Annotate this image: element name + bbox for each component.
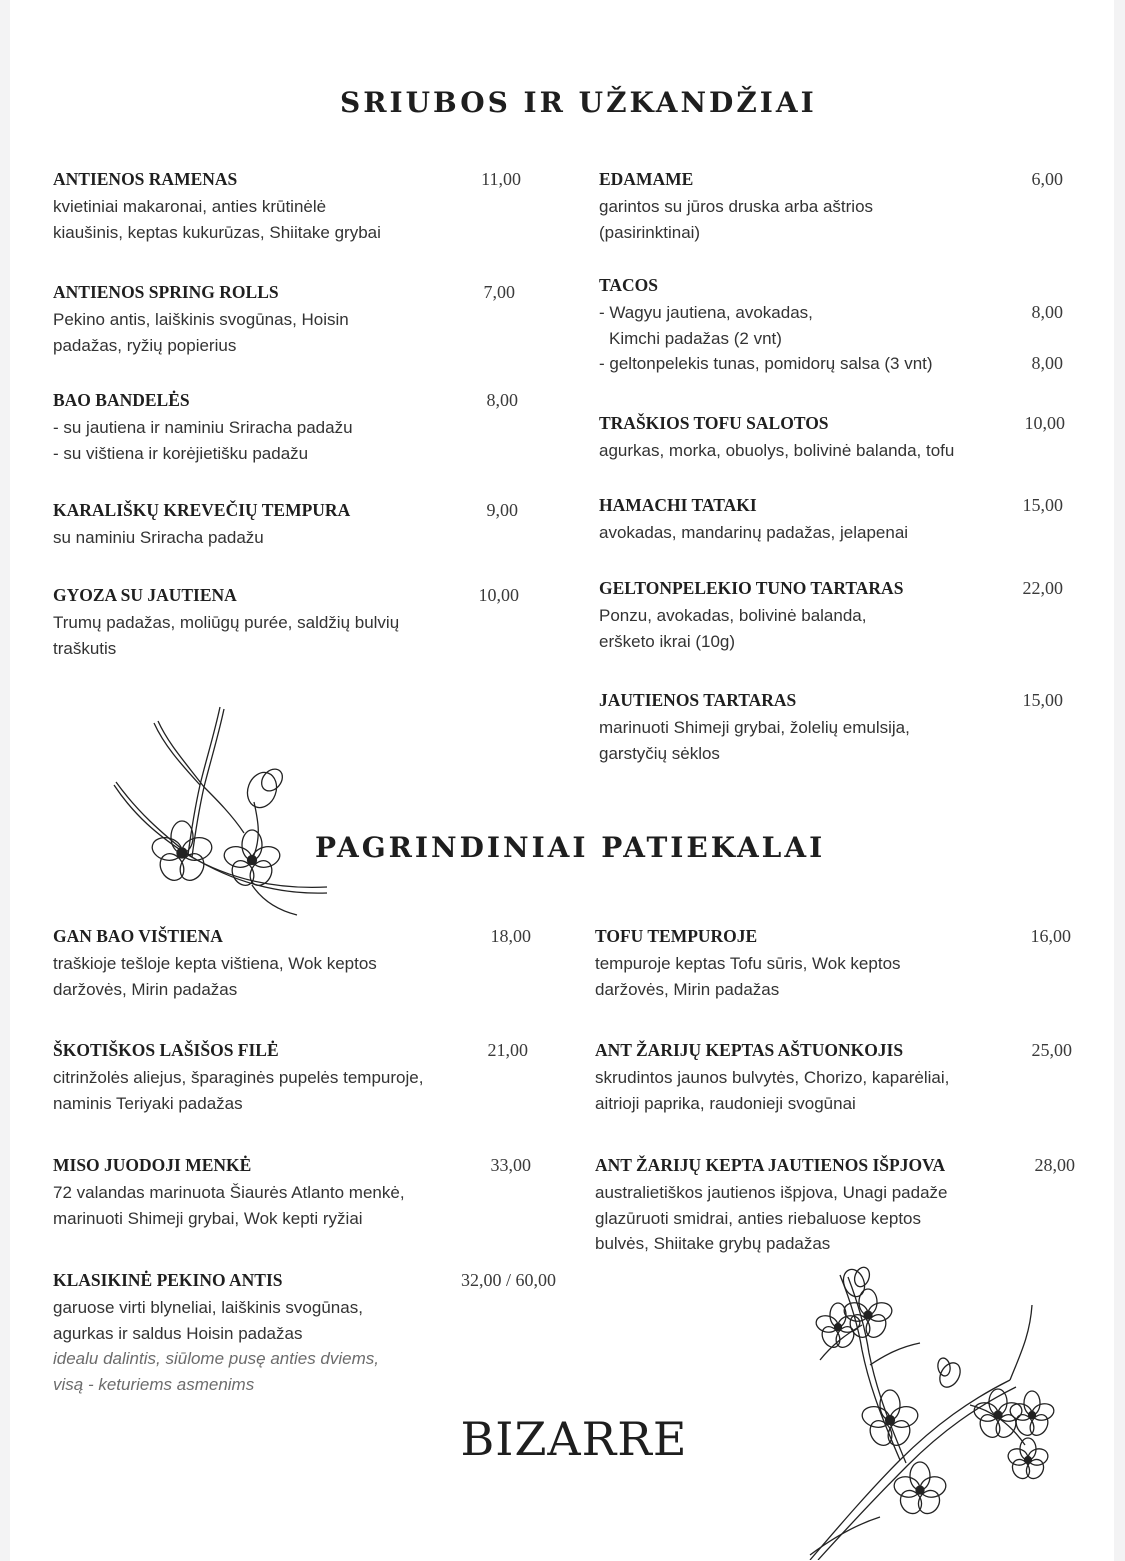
item-price: 25,00 bbox=[1031, 1040, 1072, 1060]
item-description bbox=[599, 715, 1063, 766]
item-price: 32,00 / 60,00 bbox=[460, 1270, 556, 1290]
description-line: - Wagyu jautiena, avokadas, bbox=[599, 303, 813, 322]
description-line: su naminiu Sriracha padažu bbox=[53, 528, 264, 547]
menu-item bbox=[53, 168, 521, 245]
item-name: GAN BAO VIŠTIENA bbox=[53, 926, 223, 946]
description-line: kvietiniai makaronai, anties krūtinėlė bbox=[53, 197, 327, 216]
item-price: 15,00 bbox=[1022, 495, 1063, 515]
menu-page bbox=[10, 0, 1114, 1561]
menu-item bbox=[53, 1039, 528, 1116]
description-line: traškioje tešloje kepta vištiena, Wok keptos bbox=[53, 954, 377, 973]
description-line: glazūruoti smidrai, anties riebaluose keptos bbox=[595, 1208, 922, 1228]
menu-item bbox=[599, 494, 1063, 546]
description-line: garuose virti blyneliai, laiškinis svogūnas, bbox=[53, 1298, 363, 1317]
item-name: TOFU TEMPUROJE bbox=[595, 926, 758, 946]
cherry-blossom-illustration bbox=[102, 705, 332, 920]
description-line: 72 valandas marinuota Šiaurės Atlanto menkė, bbox=[53, 1183, 405, 1202]
item-price: 11,00 bbox=[481, 169, 521, 189]
description-line: citrinžolės aliejus, šparaginės pupelės tempuroje, bbox=[53, 1068, 424, 1087]
item-description bbox=[599, 520, 1063, 546]
item-price: 18,00 bbox=[490, 926, 531, 946]
menu-item bbox=[599, 689, 1063, 766]
cherry-blossom-branch-illustration bbox=[770, 1255, 1070, 1560]
item-price: 15,00 bbox=[1022, 690, 1063, 710]
item-name: GYOZA SU JAUTIENA bbox=[53, 585, 237, 605]
description-line: - su jautiena ir naminiu Sriracha padažu bbox=[53, 418, 353, 437]
description-line: avokadas, mandarinų padažas, jelapenai bbox=[599, 523, 909, 542]
menu-item bbox=[53, 1269, 556, 1397]
item-name: MISO JUODOJI MENKĖ bbox=[53, 1155, 252, 1175]
description-line: aitrioji paprika, raudonieji svogūnai bbox=[595, 1093, 856, 1113]
description-line: bulvės, Shiitake grybų padažas bbox=[595, 1234, 831, 1253]
menu-item bbox=[599, 168, 1063, 245]
description-line: padažas, ryžių popierius bbox=[53, 335, 237, 355]
item-price: 10,00 bbox=[478, 585, 519, 605]
item-description bbox=[599, 300, 1063, 377]
item-note: visą - keturiems asmenims bbox=[53, 1374, 255, 1394]
menu-item bbox=[599, 412, 1065, 464]
item-price: 9,00 bbox=[486, 500, 518, 520]
description-line: marinuoti Shimeji grybai, žolelių emulsija, bbox=[599, 718, 910, 737]
menu-item bbox=[595, 925, 1071, 1002]
item-price: 8,00 bbox=[1031, 353, 1063, 373]
item-name: HAMACHI TATAKI bbox=[599, 495, 757, 515]
description-line: Kimchi padažas (2 vnt) bbox=[609, 328, 782, 348]
item-description bbox=[599, 438, 1065, 464]
description-line: (pasirinktinai) bbox=[599, 222, 701, 242]
item-price: 8,00 bbox=[1031, 302, 1063, 322]
menu-item bbox=[53, 499, 518, 551]
menu-item bbox=[53, 1154, 531, 1231]
menu-item bbox=[53, 925, 531, 1002]
item-description bbox=[53, 307, 515, 358]
description-line: kiaušinis, keptas kukurūzas, Shiitake grybai bbox=[53, 222, 381, 242]
item-name: KARALIŠKŲ KREVEČIŲ TEMPURA bbox=[53, 500, 351, 520]
item-price: 21,00 bbox=[487, 1040, 528, 1060]
menu-item bbox=[595, 1154, 1075, 1257]
item-name: BAO BANDELĖS bbox=[53, 390, 190, 410]
description-line: agurkas, morka, obuolys, bolivinė balanda, tofu bbox=[599, 441, 955, 460]
item-description bbox=[53, 1180, 531, 1231]
section-title-soups-starters: SRIUBOS IR UŽKANDŽIAI bbox=[340, 86, 817, 119]
description-line: Ponzu, avokadas, bolivinė balanda, bbox=[599, 606, 867, 625]
item-name: ŠKOTIŠKOS LAŠIŠOS FILĖ bbox=[53, 1040, 279, 1060]
item-price: 7,00 bbox=[483, 282, 515, 302]
menu-item bbox=[53, 584, 519, 661]
item-name: KLASIKINĖ PEKINO ANTIS bbox=[53, 1270, 283, 1290]
item-name: TRAŠKIOS TOFU SALOTOS bbox=[599, 413, 829, 433]
item-name: EDAMAME bbox=[599, 169, 694, 189]
item-description bbox=[53, 194, 521, 245]
brand-logo: BIZARRE bbox=[460, 1412, 688, 1466]
description-line: - geltonpelekis tunas, pomidorų salsa (3 vnt) bbox=[599, 354, 933, 373]
description-line: marinuoti Shimeji grybai, Wok kepti ryžiai bbox=[53, 1208, 363, 1228]
description-line: daržovės, Mirin padažas bbox=[53, 979, 238, 999]
description-line: Pekino antis, laiškinis svogūnas, Hoisin bbox=[53, 310, 349, 329]
description-line: - su vištiena ir korėjietišku padažu bbox=[53, 443, 309, 463]
description-line: Trumų padažas, moliūgų purée, saldžių bulvių bbox=[53, 613, 400, 632]
item-description bbox=[599, 194, 1063, 245]
item-name: ANT ŽARIJŲ KEPTAS AŠTUONKOJIS bbox=[595, 1040, 904, 1060]
menu-item bbox=[595, 1039, 1072, 1116]
item-description bbox=[595, 951, 1071, 1002]
item-price: 6,00 bbox=[1031, 169, 1063, 189]
item-price: 10,00 bbox=[1024, 413, 1065, 433]
description-line: agurkas ir saldus Hoisin padažas bbox=[53, 1323, 303, 1343]
item-name: GELTONPELEKIO TUNO TARTARAS bbox=[599, 578, 904, 598]
item-description bbox=[595, 1065, 1072, 1116]
description-line: garstyčių sėklos bbox=[599, 743, 720, 763]
item-name: ANTIENOS RAMENAS bbox=[53, 169, 238, 189]
item-name: ANT ŽARIJŲ KEPTA JAUTIENOS IŠPJOVA bbox=[595, 1155, 946, 1175]
tacos-option bbox=[599, 351, 1063, 377]
item-name: ANTIENOS SPRING ROLLS bbox=[53, 282, 279, 302]
item-note: idealu dalintis, siūlome pusę anties dviems, bbox=[53, 1349, 380, 1368]
item-name: JAUTIENOS TARTARAS bbox=[599, 690, 797, 710]
menu-item bbox=[53, 281, 515, 358]
item-description bbox=[53, 610, 519, 661]
description-line: garintos su jūros druska arba aštrios bbox=[599, 197, 874, 216]
section-title-main-courses: PAGRINDINIAI PATIEKALAI bbox=[315, 831, 826, 864]
item-description bbox=[53, 525, 518, 551]
description-line: skrudintos jaunos bulvytės, Chorizo, kaparėliai, bbox=[595, 1068, 950, 1087]
item-description bbox=[53, 415, 518, 466]
description-line: australietiškos jautienos išpjova, Unagi padaže bbox=[595, 1183, 948, 1202]
description-line: daržovės, Mirin padažas bbox=[595, 979, 780, 999]
tacos-option bbox=[599, 300, 1063, 326]
description-line: tempuroje keptas Tofu sūris, Wok keptos bbox=[595, 954, 901, 973]
item-price: 16,00 bbox=[1030, 926, 1071, 946]
item-description bbox=[599, 603, 1063, 654]
description-line: traškutis bbox=[53, 638, 117, 658]
item-price: 22,00 bbox=[1022, 578, 1063, 598]
item-price: 33,00 bbox=[490, 1155, 531, 1175]
item-description bbox=[595, 1180, 1075, 1257]
item-description bbox=[53, 1295, 556, 1397]
item-description bbox=[53, 1065, 528, 1116]
menu-item bbox=[53, 389, 518, 466]
item-price: 28,00 bbox=[1034, 1155, 1075, 1175]
description-line: eršketo ikrai (10g) bbox=[599, 631, 736, 651]
item-name: TACOS bbox=[599, 275, 658, 295]
menu-item bbox=[599, 577, 1063, 654]
menu-item-tacos bbox=[599, 274, 1063, 377]
item-description bbox=[53, 951, 531, 1002]
description-line: naminis Teriyaki padažas bbox=[53, 1093, 243, 1113]
item-price: 8,00 bbox=[486, 390, 518, 410]
